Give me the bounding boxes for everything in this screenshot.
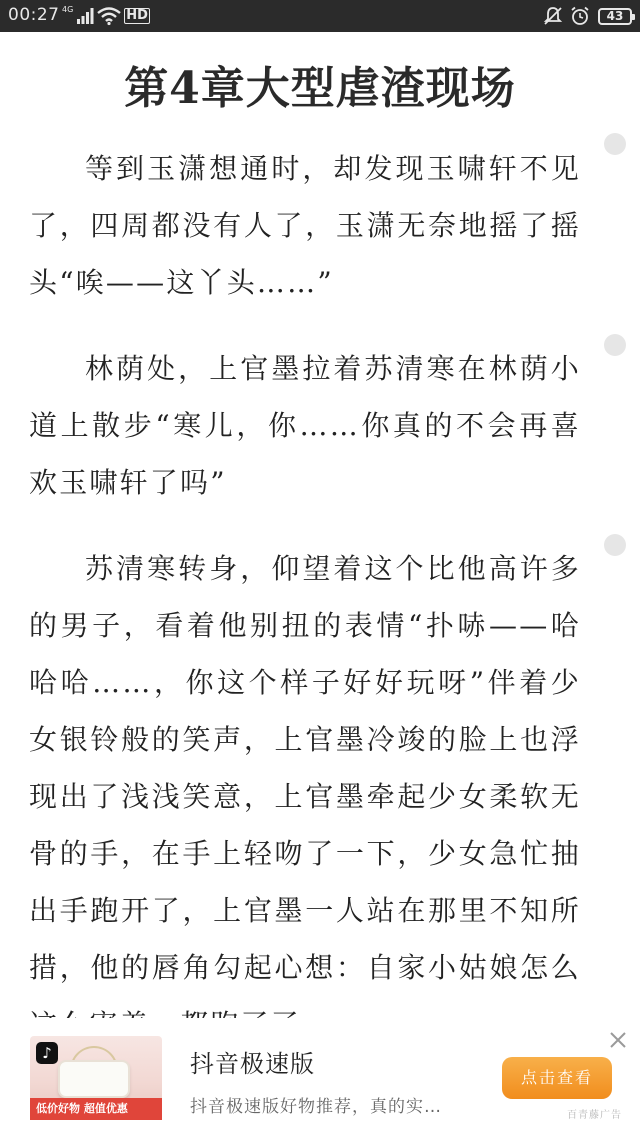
paragraph: 苏清寒转身，仰望着这个比他高许多的男子，看着他别扭的表情“扑哧——哈哈哈……，你这个样子好好玩呀”伴着少女银铃般的笑声，上官墨冷竣的脸上也浮现出了浅浅笑意，上官墨牵起少女柔软无骨的手，在手上轻吻了一下，少女急忙抽出手跑开了，上官墨一人站在那里不知所措，他的唇角勾起心想：自家小姑娘怎么 [29,552,581,984]
ad-title[interactable]: 抖音极速版 [190,1050,315,1078]
ad-thumbnail[interactable] [30,1036,162,1120]
ad-thumbnail-fineprint [118,1040,158,1060]
reader-content[interactable] [0,140,640,1018]
chapter-title: 第4章大型虐渣现场 [124,63,516,114]
handbag-image [58,1060,130,1098]
paragraph: 林荫处，上官墨拉着苏清寒在林荫小道上散步“寒儿，你……你真的不会再喜欢玉啸轩了吗” [29,352,581,499]
wifi-icon [97,7,121,25]
clock: 00:27 [8,5,60,25]
battery-indicator: 43 [598,8,632,25]
ad-description[interactable]: 抖音极速版好物推荐，真的实… [190,1097,442,1117]
signal-icon [76,8,94,24]
network-type: 4G [62,5,74,14]
status-icons-left [62,4,150,28]
alarm-icon [570,6,590,26]
paragraph: 等到玉潇想通时，却发现玉啸轩不见了，四周都没有人了，玉潇无奈地摇了摇头“唉——这丫头……” [29,152,581,299]
ad-banner[interactable] [0,1018,640,1138]
paragraph-comment-dot[interactable] [604,133,626,155]
hd-badge: HD [126,8,148,23]
paragraph-comment-dot[interactable] [604,334,626,356]
ad-promo-strip: 低价好物 超值优惠 [30,1098,162,1120]
tiktok-icon: ♪ [36,1042,58,1064]
ad-cta-button[interactable]: 点击查看 [502,1057,612,1099]
silent-bell-icon [544,6,562,26]
ad-source-label: 百青藤广告 [567,1110,622,1121]
status-bar [0,0,640,32]
paragraph-comment-dot[interactable] [604,534,626,556]
close-icon[interactable] [608,1030,628,1050]
status-icons-right [544,4,632,28]
